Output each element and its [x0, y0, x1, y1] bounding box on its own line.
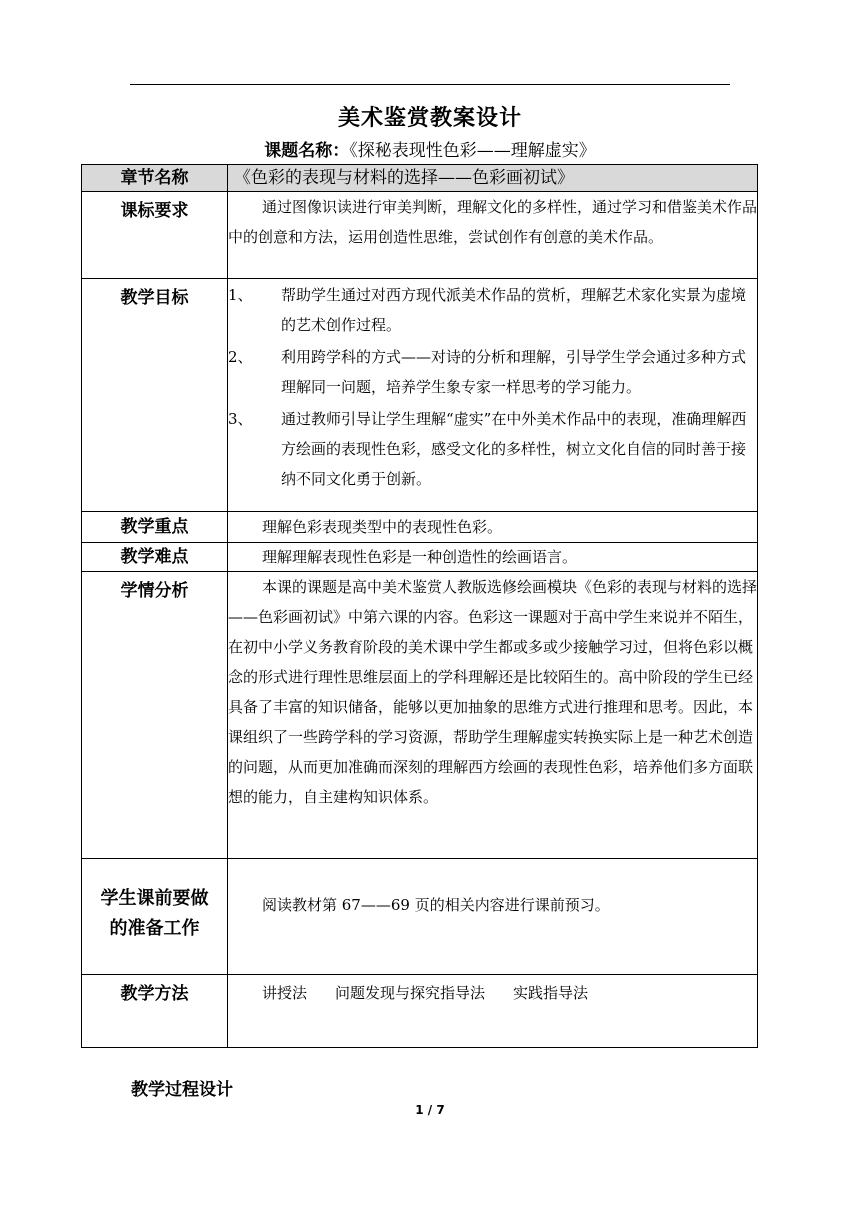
table-row-key-point	[82, 512, 758, 543]
subtitle-value: 《探秘表现性色彩——理解虚实》	[349, 141, 596, 161]
subtitle-label: 课题名称：	[264, 141, 350, 161]
table-row-preparation	[82, 859, 758, 975]
table-row-difficulty	[82, 543, 758, 572]
top-rule	[130, 84, 730, 85]
key-point-cell	[228, 512, 758, 543]
objective-item	[228, 342, 749, 402]
table-row-standard	[82, 192, 758, 279]
methods-label: 教学方法	[82, 975, 228, 1048]
difficulty-cell	[228, 543, 758, 572]
analysis-text: 本课的课题是高中美术鉴赏人教版选修绘画模块《色彩的表现与材料的选择——色彩画初试》中第六课的内容。色彩这一课题对于高中学生来说并不陌生，在初中小学义务教育阶段的美术课中学生都或多或少接触学习过，但将色彩以概念的形式进行理性思维层面上的学科理解还是比较陌生的。高中阶段的学生已经具备了丰富的知识储备，能够以更加抽象的思维方式进行推理和思考。因此，本课组织了一些跨学科的学习资源，帮助学生理解虚实转换实际上是一种艺术创造的问题，从而更加准确而深刻的理解西方绘画的表现性色彩，培养他们多方面联想的能力，自主建构知识体系。	[228, 578, 758, 806]
chapter-value: 《色彩的表现与材料的选择——色彩画初试》	[228, 165, 758, 192]
objective-text: 通过教师引导让学生理解“虚实”在中外美术作品中的表现，准确理解西方绘画的表现性色彩，感受文化的多样性，树立文化自信的同时善于接纳不同文化勇于创新。	[281, 410, 747, 488]
section-heading: 教学过程设计	[131, 1080, 233, 1100]
preparation-cell	[228, 859, 758, 975]
objective-text: 帮助学生通过对西方现代派美术作品的赏析，理解艺术家化实景为虚境的艺术创作过程。	[281, 286, 747, 334]
objectives-cell	[228, 279, 758, 512]
method-item: 问题发现与探究指导法	[335, 984, 486, 1002]
key-point-text: 理解色彩表现类型中的表现性色彩。	[262, 518, 503, 536]
objective-item	[228, 280, 749, 340]
table-row-chapter	[82, 165, 758, 192]
preparation-label-line2: 的准备工作	[109, 917, 200, 939]
objective-number: 1、	[228, 286, 253, 304]
table-row-analysis	[82, 572, 758, 859]
objectives-label: 教学目标	[82, 279, 228, 512]
lesson-plan-table	[81, 164, 758, 1048]
document-title: 美术鉴赏教案设计	[337, 106, 522, 131]
methods-list	[228, 978, 757, 1008]
page-number: 1 / 7	[415, 1103, 445, 1117]
difficulty-label: 教学难点	[82, 543, 228, 572]
preparation-text: 阅读教材第 67——69 页的相关内容进行课前预习。	[262, 896, 610, 914]
analysis-cell	[228, 572, 758, 859]
preparation-label-line1: 学生课前要做	[100, 887, 209, 909]
objective-item	[228, 404, 749, 494]
preparation-label	[82, 859, 228, 975]
document-subtitle	[0, 136, 860, 161]
difficulty-text: 理解理解表现性色彩是一种创造性的绘画语言。	[262, 548, 578, 566]
objective-number: 2、	[228, 348, 253, 366]
table-row-methods	[82, 975, 758, 1048]
key-point-label: 教学重点	[82, 512, 228, 543]
objective-number: 3、	[228, 410, 253, 428]
method-item: 讲授法	[262, 984, 308, 1002]
standard-cell	[228, 192, 758, 279]
standard-text: 通过图像识读进行审美判断，理解文化的多样性，通过学习和借鉴美术作品中的创意和方法，运用创造性思维，尝试创作有创意的美术作品。	[228, 198, 758, 246]
chapter-label: 章节名称	[82, 165, 228, 192]
method-item: 实践指导法	[513, 984, 589, 1002]
methods-cell	[228, 975, 758, 1048]
standard-label: 课标要求	[82, 192, 228, 279]
table-row-objectives	[82, 279, 758, 512]
objective-text: 利用跨学科的方式——对诗的分析和理解，引导学生学会通过多种方式理解同一问题，培养学生象专家一样思考的学习能力。	[281, 348, 747, 396]
analysis-label: 学情分析	[82, 572, 228, 859]
